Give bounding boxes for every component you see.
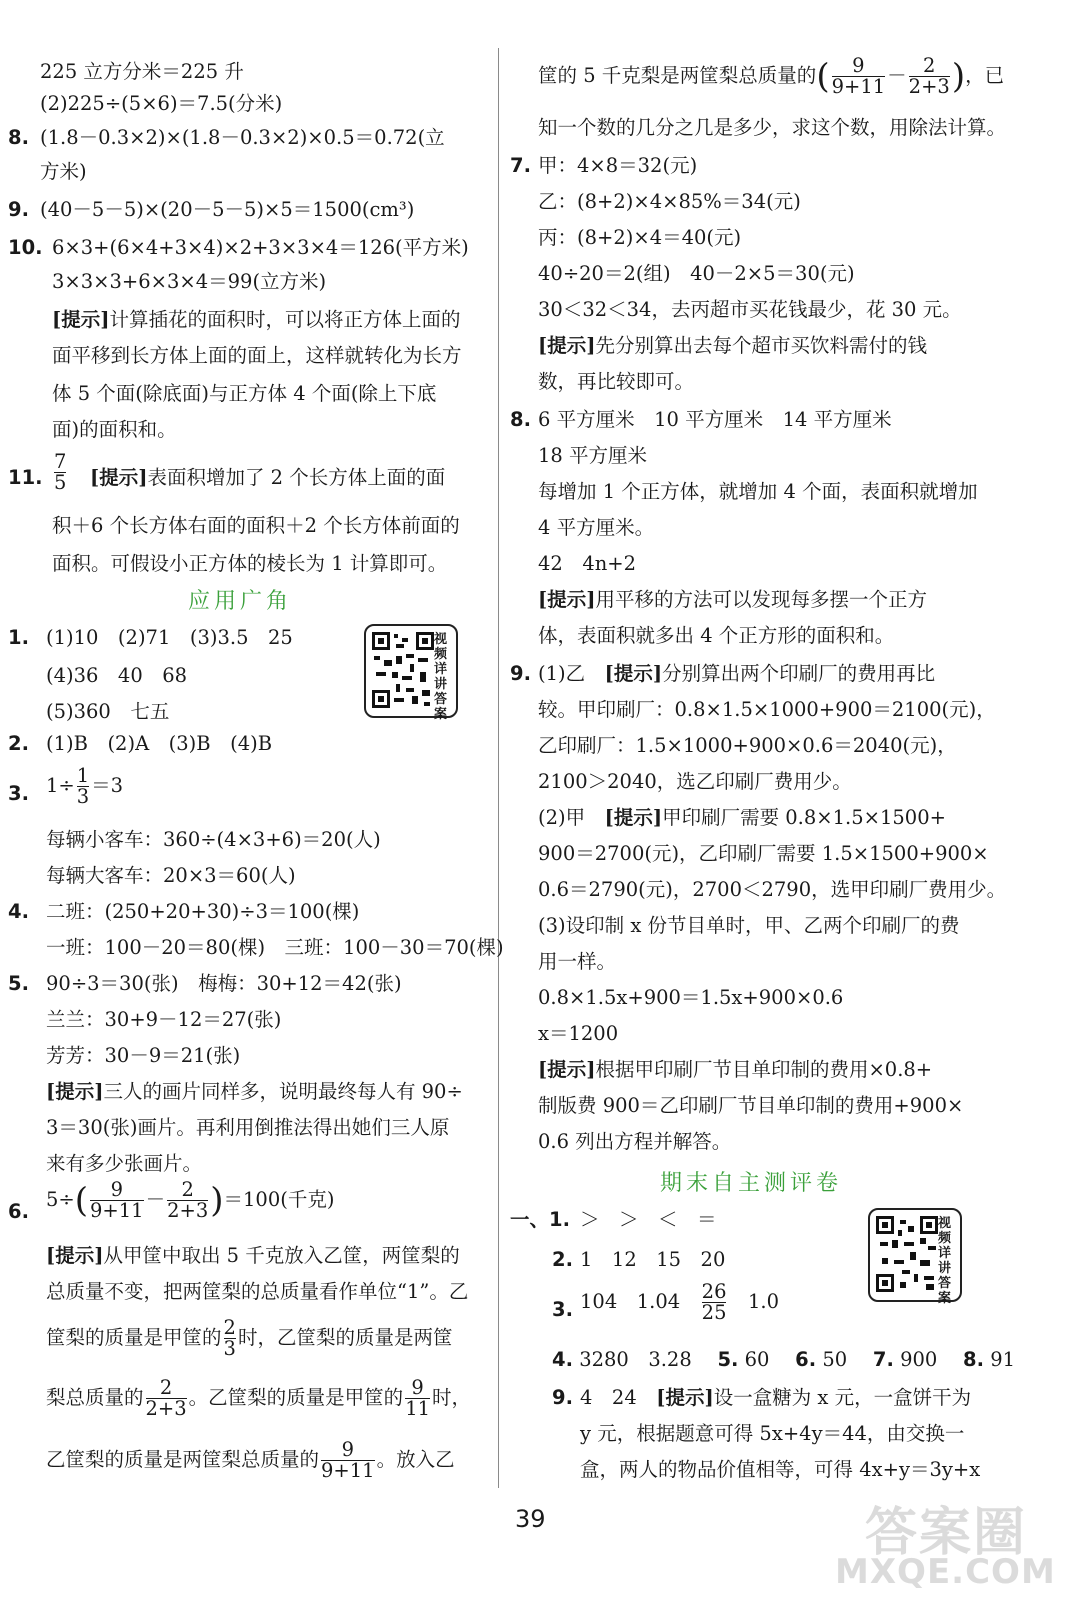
text-line: 兰兰：30+9－12＝27(张)	[46, 1008, 282, 1031]
hint-label: [提示]	[604, 806, 663, 829]
numerator: 9	[411, 1376, 424, 1399]
question-number: 4.	[8, 900, 29, 923]
answer-text: 50	[822, 1348, 848, 1371]
question-number: 3.	[552, 1298, 573, 1321]
text-line: (4)36 40 68	[46, 664, 188, 687]
question-number: 8.	[963, 1348, 984, 1371]
text-line: 乙：(8+2)×4×85%＝34(元)	[538, 190, 801, 213]
hint-line	[46, 1244, 460, 1268]
text-part: ，已	[965, 64, 1005, 87]
text-line: ＞ ＞ ＜ ＝	[580, 1208, 717, 1231]
equation-part: 1÷	[46, 774, 75, 797]
paren-open: (	[816, 56, 830, 97]
answer-part: 4 24	[580, 1386, 657, 1409]
text-line: (1)10 (2)71 (3)3.5 25	[46, 626, 293, 649]
paren-close: )	[210, 1180, 224, 1221]
qr-pattern-icon	[372, 632, 434, 708]
question-number: 11.	[8, 466, 43, 489]
hint-text: 分别算出两个印刷厂的费用再比	[662, 662, 936, 685]
text-line: 芳芳：30－9＝21(张)	[46, 1044, 241, 1067]
hint-line	[46, 1080, 463, 1104]
text-part: 时，乙筐梨的质量是两筐	[237, 1326, 453, 1349]
text-line: 面)的面积和。	[52, 418, 177, 441]
answer-row	[552, 1348, 1015, 1372]
denominator: 2+3	[908, 75, 950, 98]
text-line: 较。甲印刷厂：0.8×1.5×1000+900＝2100(元)，	[538, 698, 996, 721]
hint-text: 表面积增加了 2 个长方体上面的面	[147, 466, 446, 489]
qr-caption: 视频详讲答案	[938, 1216, 952, 1306]
hint-line	[90, 466, 445, 490]
question-number: 9.	[552, 1386, 573, 1409]
text-line: 每辆小客车：360÷(4×3+6)＝20(人)	[46, 828, 381, 851]
numerator: 2	[923, 54, 936, 77]
text-line	[46, 1318, 452, 1359]
hint-text: 根据甲印刷厂节目单印制的费用×0.8+	[595, 1058, 933, 1081]
hint-line	[538, 1058, 932, 1082]
hint-label: [提示]	[46, 1244, 104, 1267]
hint-text: 三人的画片同样多，说明最终每人有 90÷	[103, 1080, 463, 1103]
text-line: 体，表面积就多出 4 个正方形的面积和。	[538, 624, 895, 647]
equation-part: ＝3	[91, 774, 124, 797]
text-line: 225 立方分米＝225 升	[40, 60, 244, 83]
text-part: 1.0	[748, 1290, 780, 1313]
text-line: 一班：100－20＝80(棵) 三班：100－30＝70(棵)	[46, 936, 504, 959]
hint-text: 先分别算出去每个超市买饮料需付的钱	[595, 334, 927, 357]
question-number: 8.	[510, 408, 531, 431]
hint-label: [提示]	[538, 1058, 596, 1081]
text-line: 盒，两人的物品价值相等，可得 4x+y＝3y+x	[580, 1458, 981, 1481]
question-number: 5.	[717, 1348, 739, 1371]
qr-code[interactable]	[868, 1208, 962, 1306]
text-line	[46, 1378, 471, 1419]
denominator: 3	[223, 1337, 236, 1360]
text-line: 0.8×1.5x+900＝1.5x+900×0.6	[538, 986, 844, 1009]
text-line: 2100＞2040，选乙印刷厂费用少。	[538, 770, 852, 793]
watermark-url: MXQE.COM	[835, 1552, 1056, 1592]
numerator: 2	[223, 1316, 236, 1339]
text-part: 时，	[432, 1386, 472, 1409]
text-line: 每辆大客车：20×3＝60(人)	[46, 864, 296, 887]
text-line: y 元，根据题意可得 5x+4y＝44，由交换一	[580, 1422, 965, 1445]
hint-text: 甲印刷厂需要 0.8×1.5×1500+	[662, 806, 946, 829]
question-number: 5.	[8, 972, 29, 995]
text-line: (3)设印制 x 份节目单时，甲、乙两个印刷厂的费	[538, 914, 960, 937]
text-line: 制版费 900＝乙印刷厂节目单印制的费用+900×	[538, 1094, 964, 1117]
text-line: (1.8－0.3×2)×(1.8－0.3×2)×0.5＝0.72(立	[40, 126, 445, 149]
text-line: 30＜32＜34，去丙超市买花钱最少，花 30 元。	[538, 298, 962, 321]
question-number: 3.	[8, 782, 29, 805]
text-line: 用一样。	[538, 950, 617, 973]
question-number: 一、1.	[510, 1208, 570, 1231]
text-line: 4 平方厘米。	[538, 516, 655, 539]
text-line: 42 4n+2	[538, 552, 637, 575]
text-part: 筐的 5 千克梨是两筐梨总质量的	[538, 64, 817, 87]
text-part: 梨总质量的	[46, 1386, 144, 1409]
paren-close: )	[951, 56, 966, 97]
answer-part: (1)乙	[538, 662, 605, 685]
text-line: 面平移到长方体上面的面上，这样就转化为长方	[52, 344, 462, 367]
text-part: 乙筐梨的质量是两筐梨总质量的	[46, 1448, 320, 1471]
numerator: 2	[159, 1376, 173, 1399]
text-line: 900＝2700(元)，乙印刷厂需要 1.5×1500+900×	[538, 842, 989, 865]
numerator: 26	[701, 1280, 727, 1303]
text-line: (2)225÷(5×6)＝7.5(分米)	[40, 92, 283, 115]
text-line: 数，再比较即可。	[538, 370, 695, 393]
equation-part: ＝100(千克)	[223, 1188, 335, 1211]
text-line: 筐的 5 千克梨是两筐梨总质量的( $\frac{9}{9+11}$ － $\frac{2}{2+3}$ )，已	[538, 54, 1005, 98]
hint-label: [提示]	[90, 466, 148, 489]
question-number: 9.	[8, 198, 29, 221]
hint-line	[52, 308, 460, 332]
text-line: 18 平方厘米	[538, 444, 648, 467]
text-part: 。放入乙	[376, 1448, 455, 1471]
hint-label: [提示]	[538, 588, 596, 611]
denominator: 25	[701, 1301, 727, 1324]
column-divider	[498, 48, 499, 1488]
hint-text: 从甲筐中取出 5 千克放入乙筐，两筐梨的	[103, 1244, 460, 1267]
text-part: 104 1.04	[580, 1290, 681, 1313]
text-line: 0.6＝2790(元)，2700＜2790，选甲印刷厂费用少。	[538, 878, 1007, 901]
text-line: 体 5 个面(除底面)与正方体 4 个面(除上下底	[52, 382, 437, 405]
text-line: 乙印刷厂：1.5×1000+900×0.6＝2040(元)，	[538, 734, 957, 757]
hint-line	[580, 1386, 971, 1410]
denominator: 3	[76, 785, 90, 808]
hint-line	[538, 806, 946, 830]
text-line: 甲：4×8＝32(元)	[538, 154, 698, 177]
text-line: (40－5－5)×(20－5－5)×5＝1500(cm³)	[40, 198, 415, 221]
question-number: 8.	[8, 126, 29, 149]
denominator: 2+3	[167, 1199, 209, 1222]
numerator: 1	[76, 764, 90, 787]
qr-pattern-icon	[876, 1216, 938, 1292]
denominator: 9+11	[321, 1459, 375, 1482]
page-number: 39	[515, 1505, 546, 1533]
text-line: x＝1200	[538, 1022, 619, 1045]
text-line: 方米)	[40, 160, 87, 183]
question-number: 7.	[510, 154, 531, 177]
denominator: 11	[405, 1397, 431, 1420]
question-number: 2.	[8, 732, 29, 755]
numerator: 9	[852, 54, 865, 77]
denominator: 5	[54, 471, 67, 494]
question-number: 10.	[8, 236, 43, 259]
hint-line	[538, 662, 935, 686]
answer-text: 900	[900, 1348, 938, 1371]
text-line: 6 平方厘米 10 平方厘米 14 平方厘米	[538, 408, 892, 431]
numerator: 9	[110, 1178, 123, 1201]
text-line: 来有多少张画片。	[46, 1152, 203, 1175]
question-number: 9.	[510, 662, 531, 685]
denominator: 2+3	[145, 1397, 187, 1420]
text-line: 3×3×3+6×3×4＝99(立方米)	[52, 270, 327, 293]
text-line: 总质量不变，把两筐梨的总质量看作单位“1”。乙	[46, 1280, 469, 1303]
hint-text: 设一盒糖为 x 元，一盒饼干为	[713, 1386, 972, 1409]
text-line: 知一个数的几分之几是多少，求这个数，用除法计算。	[538, 116, 1007, 139]
text-part: 。乙筐梨的质量是甲筐的	[188, 1386, 404, 1409]
hint-text: 用平移的方法可以发现每多摆一个正方	[595, 588, 927, 611]
question-number: 7.	[872, 1348, 894, 1371]
question-number: 1.	[8, 626, 29, 649]
text-part: 筐梨的质量是甲筐的	[46, 1326, 222, 1349]
equation-part: 5÷	[46, 1188, 75, 1211]
hint-label: [提示]	[46, 1080, 104, 1103]
text-line: 每增加 1 个正方体，就增加 4 个面，表面积就增加	[538, 480, 978, 503]
numerator: 2	[181, 1178, 194, 1201]
text-line: 面积。可假设小正方体的棱长为 1 计算即可。	[52, 552, 448, 575]
hint-text: 计算插花的面积时，可以将正方体上面的	[109, 308, 461, 331]
watermark-logo: 答案圈	[865, 1503, 1028, 1563]
fraction-7-5	[52, 452, 68, 493]
equation	[46, 766, 123, 807]
hint-line	[538, 334, 927, 358]
qr-caption: 视频详讲答案	[434, 632, 448, 722]
question-number: 6.	[8, 1200, 29, 1223]
watermark	[835, 1490, 1056, 1594]
hint-label: [提示]	[52, 308, 110, 331]
equation: 5÷( $\frac{9}{9+11}$ － $\frac{2}{2+3}$ )＝100(千克)	[46, 1178, 335, 1222]
answer-text: 91	[990, 1348, 1016, 1371]
text-line: 3＝30(张)画片。再利用倒推法得出她们三人原	[46, 1116, 450, 1139]
numerator: 9	[341, 1438, 354, 1461]
text-line: 6×3+(6×4+3×4)×2+3×3×4＝126(平方米)	[52, 236, 469, 259]
denominator: 9+11	[831, 75, 886, 98]
text-line: 40÷20＝2(组) 40－2×5＝30(元)	[538, 262, 855, 285]
paren-open: (	[74, 1180, 89, 1221]
hint-line	[538, 588, 927, 612]
question-number: 6.	[795, 1348, 817, 1371]
text-line: 二班：(250+20+30)÷3＝100(棵)	[46, 900, 360, 923]
text-line: 1 12 15 20	[580, 1248, 726, 1271]
text-line: 0.6 列出方程并解答。	[538, 1130, 732, 1153]
question-number: 4.	[552, 1348, 573, 1371]
text-line	[46, 1440, 455, 1481]
hint-label: [提示]	[604, 662, 663, 685]
answer-part: (2)甲	[538, 806, 605, 829]
text-line: (1)B (2)A (3)B (4)B	[46, 732, 273, 755]
text-line: (5)360 七五	[46, 700, 170, 723]
question-number: 2.	[552, 1248, 573, 1271]
numerator: 7	[54, 450, 67, 473]
text-line: 90÷3＝30(张) 梅梅：30+12＝42(张)	[46, 972, 402, 995]
denominator: 9+11	[90, 1199, 144, 1222]
hint-label: [提示]	[538, 334, 596, 357]
hint-label: [提示]	[656, 1386, 714, 1409]
section-title: 期末自主测评卷	[660, 1171, 843, 1196]
answer-text: 3280 3.28	[579, 1348, 692, 1371]
qr-code[interactable]	[364, 624, 458, 722]
text-line	[580, 1282, 779, 1323]
answer-text: 60	[744, 1348, 770, 1371]
text-line: 丙：(8+2)×4＝40(元)	[538, 226, 742, 249]
section-title: 应用广角	[188, 589, 293, 614]
text-line: 积＋6 个长方体右面的面积＋2 个长方体前面的	[52, 514, 460, 537]
